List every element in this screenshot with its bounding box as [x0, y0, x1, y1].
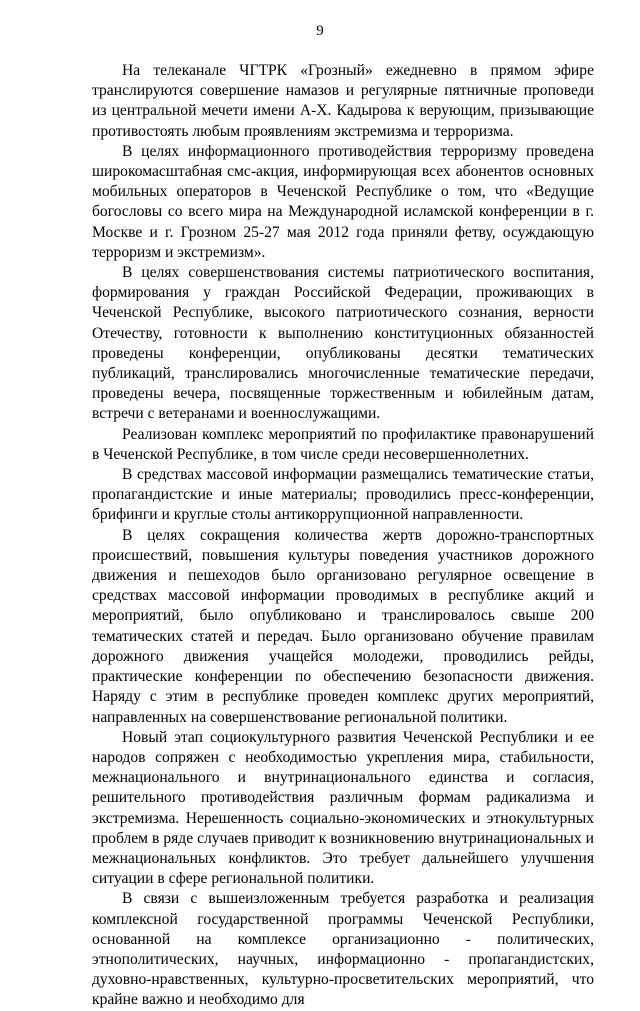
paragraph-road-safety: В целях сокращения количества жертв дорожно-транспортных происшествий, повышения культуры поведения участников дорожного движения и пешеходов было организовано регулярное освещение в средствах массовой информации проводимых в республике акций и мероприятий, было опубликовано и транслировалось свыше 200 тематических статей и передач. Было организовано обучение правилам дорожного движения учащейся молодежи, проводились рейды, практические конференции по обеспечению безопасности движения. Наряду с этим в республике проведен комплекс других мероприятий, направленных на совершенствование региональной политики. — [92, 526, 594, 726]
paragraph-program-requirement: В связи с вышеизложенным требуется разработка и реализация комплексной государственной программы Чеченской Республики, основанной на комплексе организационно - политических, этнополитических, научных, информационно - пропагандистских, духовно-нравственных, культурно-просветительских мероприятий, что крайне важно и необходимо для — [92, 890, 594, 1009]
page-number: 9 — [316, 23, 324, 39]
paragraph-crime-prevention: Реализован комплекс мероприятий по профилактике правонарушений в Чеченской Республике, в том числе среди несовершеннолетних. — [92, 425, 594, 463]
paragraph-broadcast-prayers: На телеканале ЧГТРК «Грозный» ежедневно в прямом эфире транслируются совершение намазов и регулярные пятничные проповеди из центральной мечети имени А-Х. Кадырова к верующим, призывающие противостоять любым проявлениям экстремизма и терроризма. — [92, 62, 594, 140]
paragraph-patriotic-education: В целях совершенствования системы патриотического воспитания, формирования у граждан Российской Федерации, проживающих в Чеченской Республике, высокого патриотического сознания, верности Отечеству, готовности к выполнению конституционных обязанностей проведены конференции, опубликованы десятки тематических публикаций, транслировались многочисленные тематические передачи, проведены вечера, посвященные торжественным и юбилейным датам, встречи с ветеранами и военнослужащими. — [92, 264, 594, 423]
paragraph-sms-campaign: В целях информационного противодействия терроризму проведена широкомасштабная смс-акция, информирующая всех абонентов основных мобильных операторов в Чеченской Республике о том, что «Ведущие богословы со всего мира на Международной исламской конференции в г. Москве и г. Грозном 25-27 мая 2012 года приняли фетву, осуждающую терроризм и экстремизм». — [92, 142, 594, 261]
document-body — [92, 61, 594, 1011]
paragraph-anticorruption-media: В средствах массовой информации размещались тематические статьи, пропагандистские и иные материалы; проводились пресс-конференции, брифинги и круглые столы антикоррупционной направленности. — [92, 466, 594, 524]
paragraph-sociocultural-development: Новый этап социокультурного развития Чеченской Республики и ее народов сопряжен с необходимостью укрепления мира, стабильности, межнационального и внутринационального единства и согласия, решительного противодействия различным формам радикализма и экстремизма. Нерешенность социально-экономических и этнокультурных проблем в ряде случаев приводит к возникновению внутринациональных и межнациональных конфликтов. Это требует дальнейшего улучшения ситуации в сфере региональной политики. — [92, 728, 594, 888]
